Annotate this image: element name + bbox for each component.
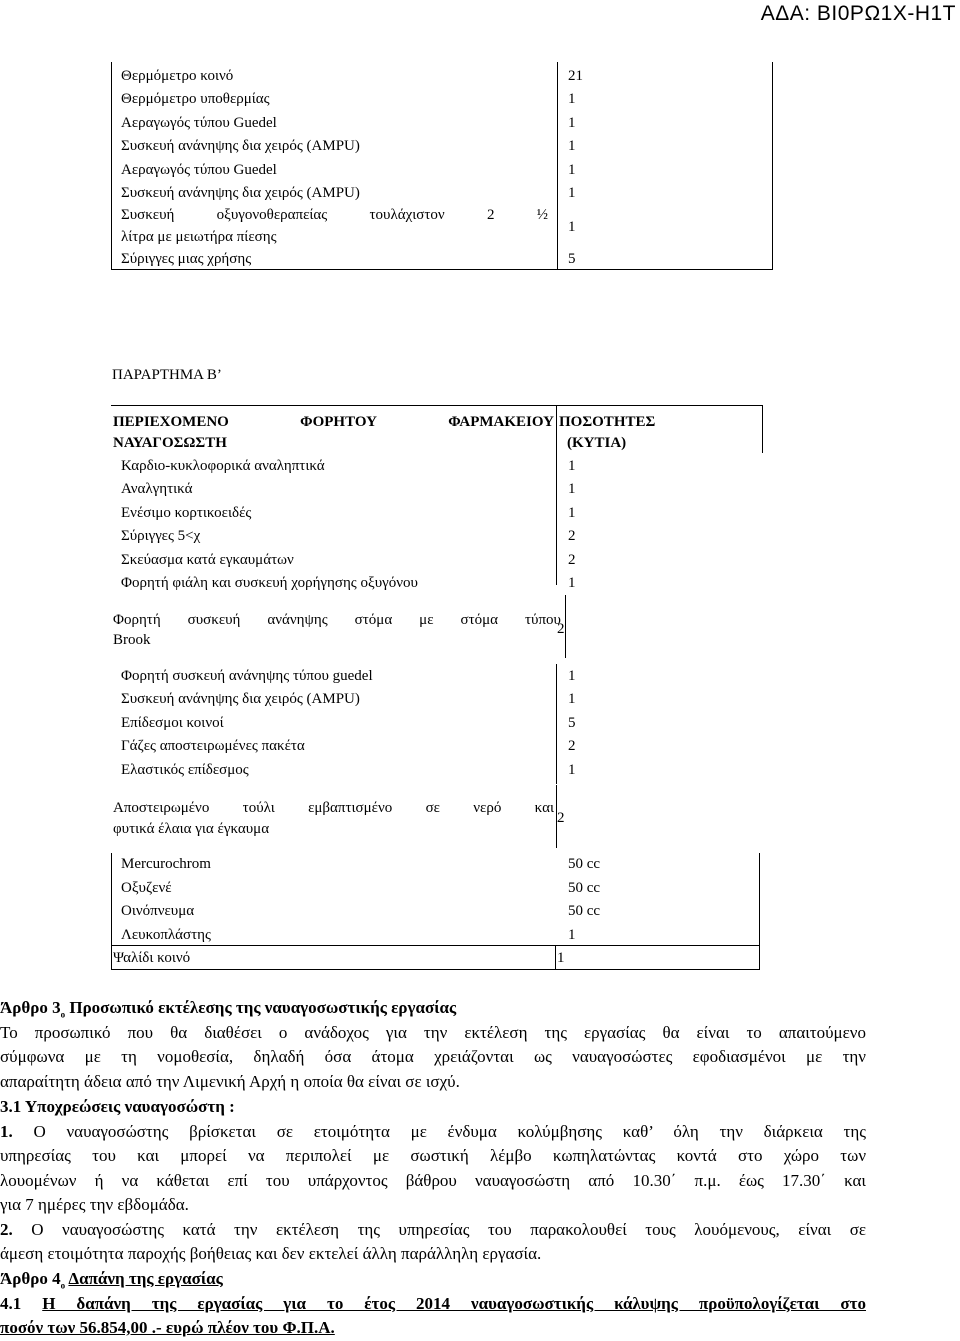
table-cell-item: Σύριγγες μιας χρήσης xyxy=(121,251,252,267)
table-header-quantities: (ΚΥΤΙΑ) xyxy=(567,435,627,451)
table-header-content: ΠΕΡΙΕΧΟΜΕΝΟ ΦΟΡΗΤΟΥ ΦΑΡΜΑΚΕΙΟΥ xyxy=(113,414,554,430)
obligation-item-1: υπηρεσίας του και μπορεί να περιπολεί με σωστική λέμβο κωπηλατώντας κοντά στο χώρο των xyxy=(0,1146,866,1165)
table-cell-item: Οξυζενέ xyxy=(121,880,172,896)
table-cell-item: Mercurochrom xyxy=(121,856,211,872)
table-cell-item: Brook xyxy=(113,632,151,648)
table-cell-item: Ενέσιμο κορτικοειδές xyxy=(121,505,252,521)
table-cell-qty: 2 xyxy=(568,738,576,754)
table-cell-qty: 2 xyxy=(557,621,565,637)
annex-title: ΠΑΡΑΡΤΗΜΑ Β’ xyxy=(112,367,222,383)
obligation-item-2: 2. Ο ναυαγοσώστης κατά την εκτέλεση της υπηρεσίας του παρακολουθεί τους λουόμενους, είναι σε xyxy=(0,1220,866,1239)
table-cell-item: λίτρα με μειωτήρα πίεσης xyxy=(121,229,277,245)
table-border xyxy=(556,664,557,784)
table-border xyxy=(772,62,773,269)
table-cell-qty: 1 xyxy=(568,505,576,521)
table-cell-qty: 2 xyxy=(568,528,576,544)
table-border xyxy=(556,405,557,585)
table-cell-qty: 1 xyxy=(568,691,576,707)
table-cell-qty: 50 cc xyxy=(568,856,601,872)
table-cell-qty: 1 xyxy=(568,575,576,591)
table-cell-item: Γάζες αποστειρωμένες πακέτα xyxy=(121,738,305,754)
table-cell-item: Σκεύασμα κατά εγκαυμάτων xyxy=(121,552,294,568)
table-cell-qty: 1 xyxy=(568,668,576,684)
table-cell-item: Αποστειρωμένο τούλι εμβαπτισμένο σε νερό και xyxy=(113,800,554,816)
article-3-paragraph: Το προσωπικό που θα διαθέσει ο ανάδοχος για την εκτέλεση της εργασίας θα είναι το απαιτούμενο xyxy=(0,1023,866,1042)
table-cell-qty: 1 xyxy=(568,91,576,107)
table-cell-item: Συσκευή ανάνηψης δια χειρός (AMPU) xyxy=(121,138,360,154)
document-code: ΑΔΑ: ΒΙ0ΡΩ1Χ-Η1Τ xyxy=(760,2,956,25)
table-cell-item: Αναλγητικά xyxy=(121,481,193,497)
table-cell-item: Συσκευή ανάνηψης δια χειρός (AMPU) xyxy=(121,185,360,201)
table-border xyxy=(557,62,558,269)
table-border xyxy=(111,62,112,269)
table-cell-item: Επίδεσμοι κοινοί xyxy=(121,715,224,731)
article-3-heading: Άρθρο $3_o$ Προσωπικό εκτέλεσης της ναυαγοσωστικής εργασίας xyxy=(0,998,457,1020)
table-cell-item: Λευκοπλάστης xyxy=(121,927,211,943)
article-3-paragraph: απαραίτητη άδεια από την Λιμενική Αρχή η οποία θα είναι σε ισχύ. xyxy=(0,1072,460,1091)
table-cell-item: Αεραγωγός τύπου Guedel xyxy=(121,162,277,178)
table-cell-qty: 1 xyxy=(568,115,576,131)
table-cell-item: Συσκευή οξυγονοθεραπείας τουλάχιστον 2 ½ xyxy=(121,207,548,223)
table-border xyxy=(555,945,556,970)
table-cell-qty: 5 xyxy=(568,251,576,267)
table-cell-qty: 1 xyxy=(568,185,576,201)
table-cell-item: Θερμόμετρο κοινό xyxy=(121,68,234,84)
table-cell-qty: 1 xyxy=(568,927,576,943)
table-cell-item: Ψαλίδι κοινό xyxy=(113,950,191,966)
table-cell-qty: 1 xyxy=(557,950,565,966)
obligation-item-1: 1. Ο ναυαγοσώστης βρίσκεται σε ετοιμότητα με ένδυμα κολύμβησης καθ’ όλη την διάρκεια της xyxy=(0,1122,867,1141)
table-cell-item: Οινόπνευμα xyxy=(121,903,195,919)
table-header-quantities: ΠΟΣΟΤΗΤΕΣ xyxy=(559,414,656,430)
table-cell-qty: 5 xyxy=(568,715,576,731)
article-4-budget: ποσόν των 56.854,00 .- ευρώ πλέον του Φ.Π.Α. xyxy=(0,1318,335,1337)
table-cell-qty: 1 xyxy=(568,481,576,497)
table-cell-qty: 50 cc xyxy=(568,903,601,919)
table-cell-qty: 2 xyxy=(557,810,565,826)
table-cell-qty: 1 xyxy=(568,762,576,778)
table-cell-qty: 2 xyxy=(568,552,576,568)
obligations-heading: 3.1 Υποχρεώσεις ναυαγοσώστη : xyxy=(0,1097,235,1116)
obligation-item-2: άμεση ετοιμότητα παροχής βοήθειας και δεν εκτελεί άλλη παράλληλη εργασία. xyxy=(0,1244,542,1263)
table-border xyxy=(111,969,760,970)
table-cell-qty: 21 xyxy=(568,68,583,84)
article-4-heading: Άρθρο $4_o$ Δαπάνη της εργασίας xyxy=(0,1269,223,1291)
table-border xyxy=(762,405,763,453)
table-cell-item: Σύριγγες 5<χ xyxy=(121,528,201,544)
table-border xyxy=(565,595,566,658)
table-cell-qty: 50 cc xyxy=(568,880,601,896)
table-cell-item: Ελαστικός επίδεσμος xyxy=(121,762,249,778)
table-cell-item: Φορητή συσκευή ανάνηψης στόμα με στόμα τύπου xyxy=(113,612,561,628)
table-border xyxy=(111,405,762,406)
table-cell-qty: 1 xyxy=(568,162,576,178)
table-cell-item: Αεραγωγός τύπου Guedel xyxy=(121,115,277,131)
table-cell-item: Φορητή συσκευή ανάνηψης τύπου guedel xyxy=(121,668,373,684)
table-border xyxy=(111,853,112,970)
table-cell-item: Θερμόμετρο υποθερμίας xyxy=(121,91,270,107)
table-cell-item: φυτικά έλαια για έγκαυμα xyxy=(113,821,270,837)
obligation-item-1: για 7 ημέρες την εβδομάδα. xyxy=(0,1195,189,1214)
table-cell-item: Συσκευή ανάνηψης δια χειρός (AMPU) xyxy=(121,691,360,707)
obligation-item-1: λουομένων ή να κάθεται επί του υπάρχοντος βάθρου ναυαγοσώστη από 10.30΄ π.μ. έως 17.30΄ και xyxy=(0,1171,866,1190)
article-3-paragraph: σύμφωνα με τη νομοθεσία, δηλαδή όσα άτομα χρειάζονται ως ναυαγοσώστες εφοδιασμένοι με την xyxy=(0,1047,866,1066)
table-cell-qty: 1 xyxy=(568,138,576,154)
table-border xyxy=(759,853,760,970)
table-cell-qty: 1 xyxy=(568,458,576,474)
table-cell-item: Καρδιο-κυκλοφορικά αναληπτικά xyxy=(121,458,325,474)
table-cell-item: Φορητή φιάλη και συσκευή χορήγησης οξυγόνου xyxy=(121,575,418,591)
table-cell-qty: 1 xyxy=(568,219,576,235)
article-4-budget: 4.1 Η δαπάνη της εργασίας για το έτος 2014 ναυαγοσωστικής κάλυψης προϋπολογίζεται στο xyxy=(0,1294,866,1313)
table-header-content: ΝΑΥΑΓΟΣΩΣΤΗ xyxy=(113,435,227,451)
